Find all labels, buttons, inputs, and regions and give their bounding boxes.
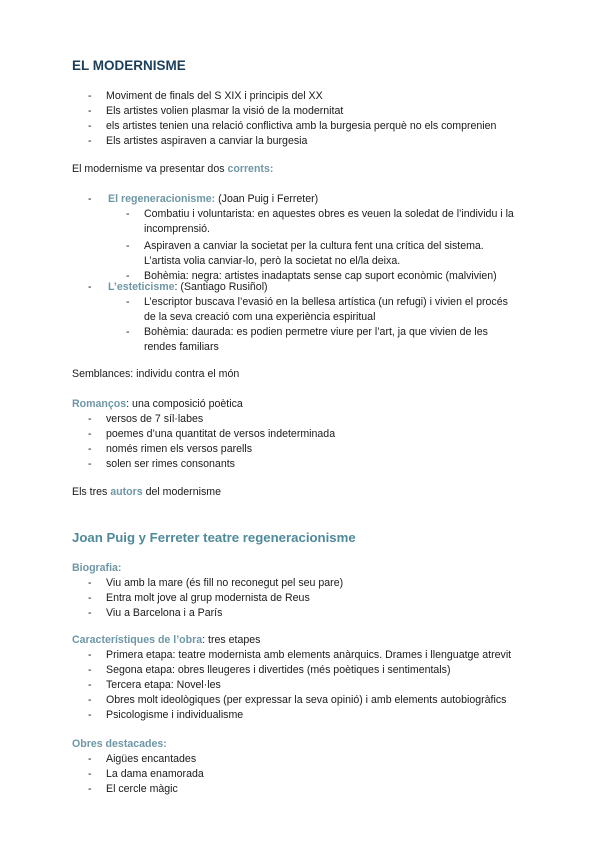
list-item: - Moviment de finals del S XIX i principis del XX — [88, 90, 323, 102]
esteticisme-block: - L’esteticisme: (Santiago Rusiñol) - L’escriptor buscava l’evasió en la bellesa artística (un refugi) i vivien el procés de la seva creació com una experiència espiritual - Bohèmia: daurada: es podien permetre viure per l’art, ja que vivien de les rendes familiars — [88, 281, 508, 353]
romancos-block: Romanços: una composició poètica - versos de 7 síl·labes - poemes d’una quantitat de versos indeterminada - només rimen els versos parells - solen ser rimes consonants — [72, 398, 336, 470]
biografia-block: Biografia: - Viu amb la mare (és fill no reconegut pel seu pare) - Entra molt jove al grup modernista de Reus - Viu a Barcelona i a París — [72, 562, 344, 619]
list-item: - Els artistes aspiraven a canviar la burgesia — [88, 135, 308, 147]
currents-intro: El modernisme va presentar dos corrents: — [72, 163, 274, 175]
semblances-line: Semblances: individu contra el món — [72, 368, 240, 380]
list-item: - els artistes tenien una relació conflictiva amb la burgesia perquè no els comprenien — [88, 120, 497, 132]
regeneracionisme-block: - El regeneracionisme: (Joan Puig i Ferreter) - Combatiu i voluntarista: en aquestes obres es veuen la soledat de l’individu i la incomprensió. - Aspiraven a canviar la societat per la cultura fent una crítica del sistema. L’artista volia canviar-lo, però la societat no el/la deixa. - Bohèmia: negra: artistes inadaptats sense cap suport econòmic (malvivien) — [88, 193, 514, 282]
section-title: Joan Puig y Ferreter teatre regeneracionisme — [72, 530, 356, 545]
list-item: - Obres molt ideològiques (per expressar la seva opinió) i amb elements autobiogràfics — [88, 694, 507, 706]
obres-block: Obres destacades: - Aigües encantades - La dama enamorada - El cercle màgic — [72, 738, 204, 795]
list-item: - solen ser rimes consonants — [88, 458, 235, 470]
list-item: - Aigües encantades — [88, 753, 197, 765]
list-item: - El cercle màgic — [88, 783, 178, 795]
list-item: - poemes d’una quantitat de versos indeterminada — [88, 428, 336, 440]
list-item: - versos de 7 síl·labes — [88, 413, 204, 425]
list-item: - Tercera etapa: Novel·les — [88, 679, 221, 691]
list-item: - Viu a Barcelona i a París — [88, 607, 223, 619]
list-item: - només rimen els versos parells — [88, 443, 253, 455]
list-item: - Entra molt jove al grup modernista de Reus — [88, 592, 310, 604]
intro-list — [72, 89, 496, 149]
list-item: - Els artistes volien plasmar la visió de la modernitat — [88, 105, 344, 117]
list-item: - La dama enamorada — [88, 768, 204, 780]
autors-line: Els tres autors del modernisme — [72, 486, 221, 498]
list-item: - Segona etapa: obres lleugeres i divertides (més poètiques i sentimentals) — [88, 664, 451, 676]
page-title: EL MODERNISME — [72, 58, 186, 73]
list-item: - Psicologisme i individualisme — [88, 709, 244, 721]
list-item: - Viu amb la mare (és fill no reconegut pel seu pare) — [88, 577, 344, 589]
list-item: - Primera etapa: teatre modernista amb elements anàrquics. Drames i llenguatge atrevit — [88, 649, 512, 661]
caracteristiques-block: Característiques de l’obra: tres etapes - Primera etapa: teatre modernista amb elements anàrquics. Drames i llenguatge atrevit - Segona etapa: obres lleugeres i divertides (més poètiques i sentimentals) - Tercera etapa: Novel·les - Obres molt ideològiques (per expressar la seva opinió) i amb elements autobiogràfics - Psicologisme i individualisme — [72, 634, 512, 721]
